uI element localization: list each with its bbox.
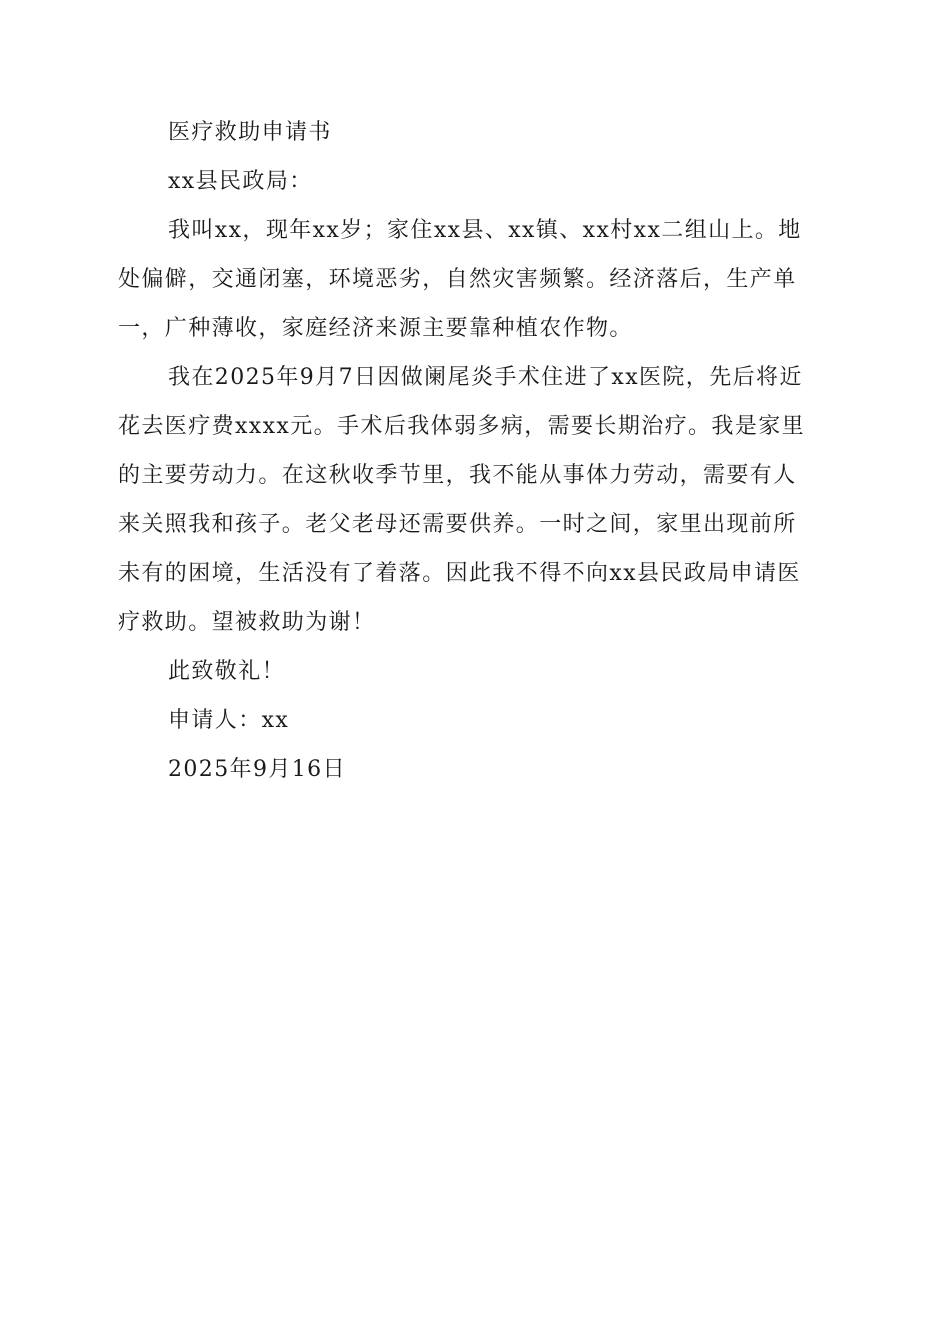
document-title: 医疗救助申请书 [168,120,332,145]
letter-body [118,108,832,794]
closing-line: 此致敬礼！ [168,659,286,684]
paragraph-2-line: 来关照我和孩子。老父老母还需要供养。一时之间，家里出现前所 [118,512,797,537]
paragraph-2-line: 我在2025年9月7日因做阑尾炎手术住进了xx医院，先后将近 [168,365,803,390]
paragraph-2-line: 花去医疗费xxxx元。手术后我体弱多病，需要长期治疗。我是家里 [118,414,806,439]
paragraph-1-line: 处偏僻，交通闭塞，环境恶劣，自然灾害频繁。经济落后，生产单 [118,267,797,292]
paragraph-1-line: 一，广种薄收，家庭经济来源主要靠种植农作物。 [118,316,633,341]
paragraph-1-line: 我叫xx，现年xx岁；家住xx县、xx镇、xx村xx二组山上。地 [168,218,802,243]
paragraph-2-line: 疗救助。望被救助为谢！ [118,610,376,635]
paragraph-2-line: 的主要劳动力。在这秋收季节里，我不能从事体力劳动，需要有人 [118,463,797,488]
applicant-line: 申请人：xx [168,708,290,733]
paragraph-2-line: 未有的困境，生活没有了着落。因此我不得不向xx县民政局申请医 [118,561,801,586]
paragraph-2 [118,353,832,647]
date-line: 2025年9月16日 [168,757,346,782]
paragraph-1 [118,206,832,353]
salutation: xx县民政局： [168,169,313,194]
